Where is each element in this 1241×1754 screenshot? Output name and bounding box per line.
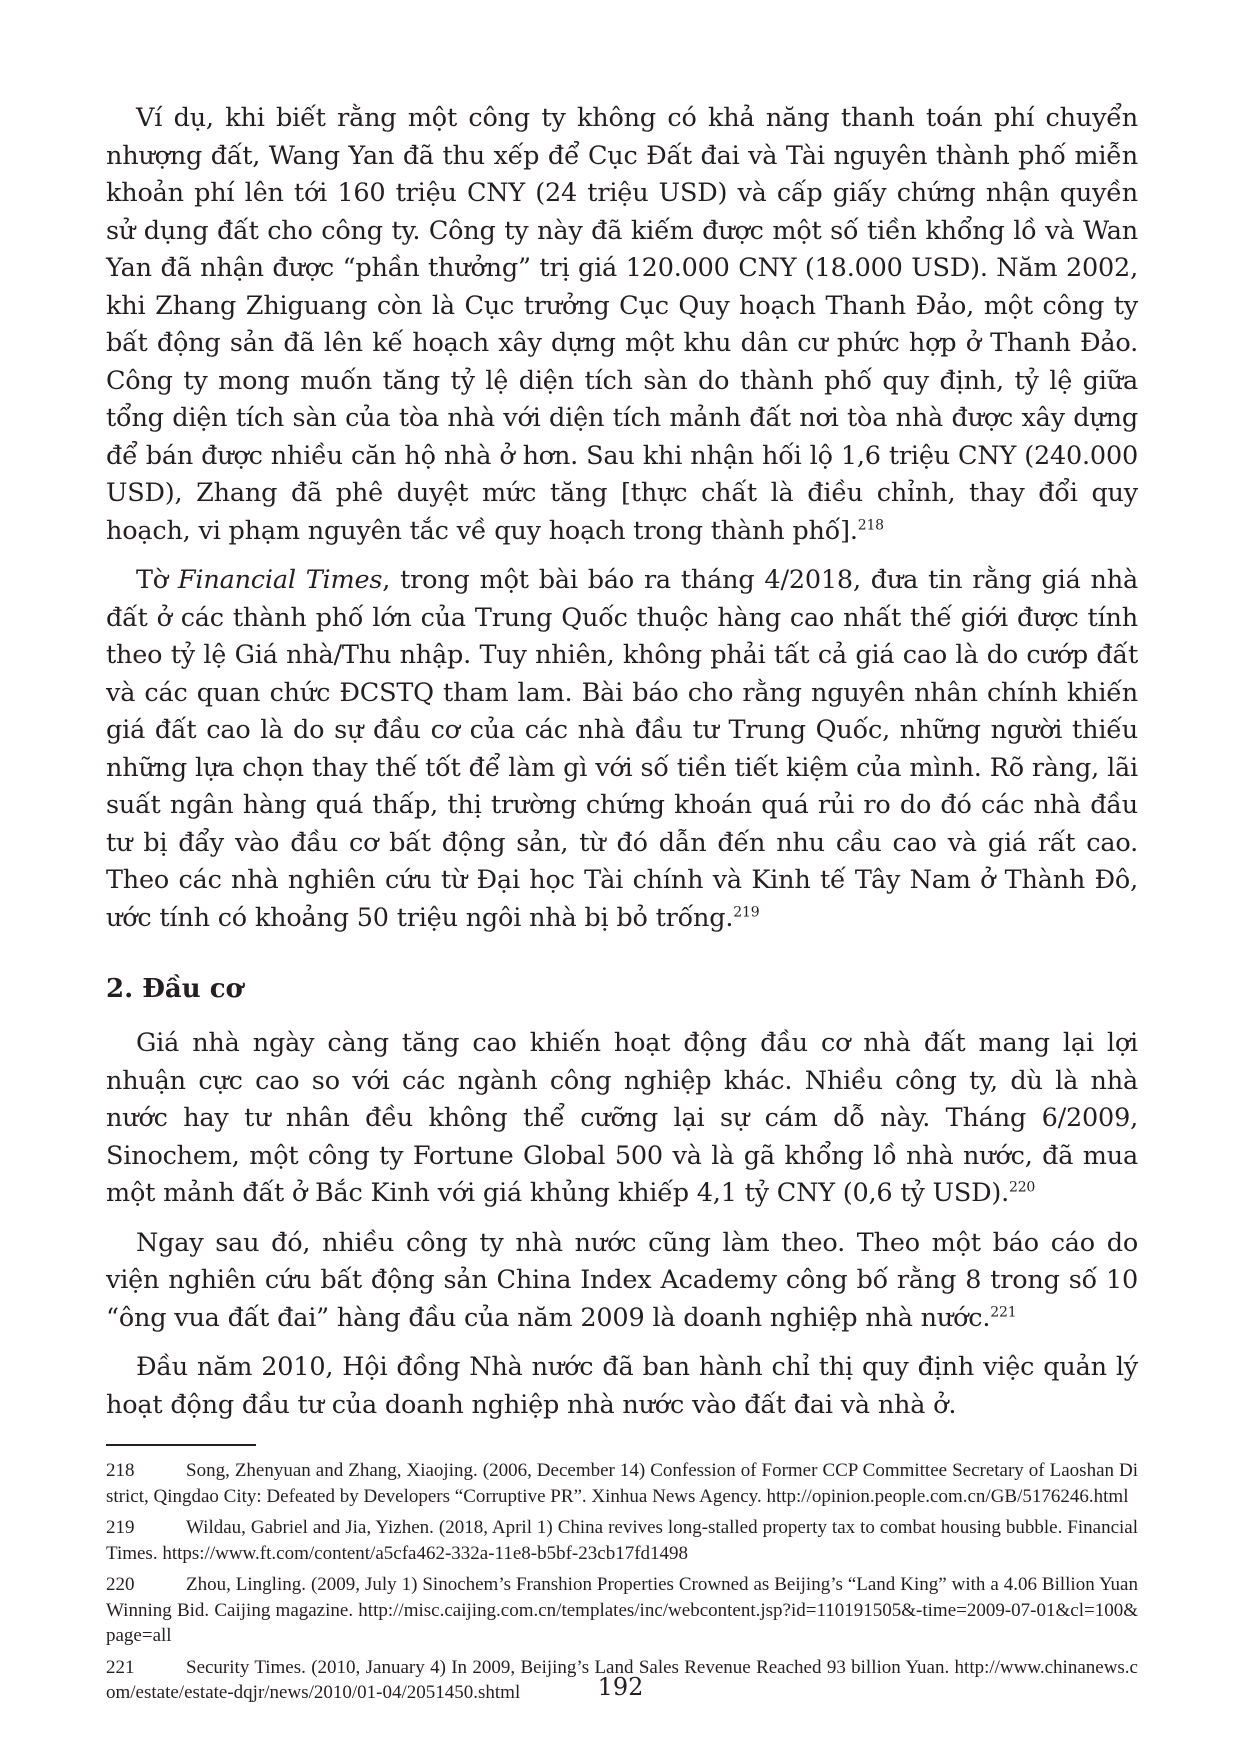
footnote-text: Song, Zhenyuan and Zhang, Xiaojing. (2006, December 14) Confession of Former CCP Committee Secretary of Laoshan District, Qingdao City: Defeated by Developers “Corruptive PR”. Xinhua News Agency. http://opinion.people.com.cn/GB/5176246.html (106, 1460, 1138, 1507)
footnote-219 (106, 1515, 1138, 1566)
paragraph-wang-yan (106, 100, 1138, 550)
footnote-number: 220 (106, 1574, 135, 1595)
page-number: 192 (597, 1673, 644, 1701)
footnote-ref[interactable]: 221 (990, 1304, 1017, 1320)
footnotes (106, 1458, 1138, 1706)
paragraph-text: Ví dụ, khi biết rằng một công ty không có khả năng thanh toán phí chuyển nhượng đất, Wang Yan đã thu xếp để Cục Đất đai và Tài nguyên thành phố miễn khoản phí lên tới 160 triệu CNY (24 triệu USD) và cấp giấy chứng nhận quyền sử dụng đất cho công ty. Công ty này đã kiếm được một số tiền khổng lồ và Wan Yan đã nhận được “phần thưởng” trị giá 120.000 CNY (18.000 USD). Năm 2002, khi Zhang Zhiguang còn là Cục trưởng Cục Quy hoạch Thanh Đảo, một công ty bất động sản đã lên kế hoạch xây dựng một khu dân cư phức hợp ở Thanh Đảo. Công ty mong muốn tăng tỷ lệ diện tích sàn do thành phố quy định, tỷ lệ giữa tổng diện tích sàn của tòa nhà với diện tích mảnh đất nơi tòa nhà được xây dựng để bán được nhiều căn hộ nhà ở hơn. Sau khi nhận hối lộ 1,6 triệu CNY (240.000 USD), Zhang đã phê duyệt mức tăng [thực chất là điều chỉnh, thay đổi quy hoạch, vi phạm nguyên tắc về quy hoạch trong thành phố]. (106, 103, 1138, 546)
footnote-ref[interactable]: 219 (733, 904, 760, 920)
paragraph-text: Tờ (136, 565, 178, 595)
paragraph-state-council (106, 1349, 1138, 1424)
footnote-218 (106, 1458, 1138, 1509)
paragraph-financial-times (106, 562, 1138, 937)
footnote-ref[interactable]: 220 (1008, 1179, 1036, 1196)
footnote-text: Security Times. (2010, January 4) In 2009, Beijing’s Land Sales Revenue Reached 93 billion Yuan. http://www.chinanews.com/estate/estate-dqjr/news/2010/01-04/2051450.shtml (106, 1656, 1138, 1703)
footnote-number: 221 (106, 1656, 135, 1678)
paragraph-text: Ngay sau đó, nhiều công ty nhà nước cũng làm theo. Theo một báo cáo do viện nghiên cứu bất động sản China Index Academy công bố rằng 8 trong số 10 “ông vua đất đai” hàng đầu của năm 2009 là doanh nghiệp nhà nước. (106, 1227, 1138, 1333)
footnote-number: 219 (106, 1517, 135, 1538)
footnote-text: Wildau, Gabriel and Jia, Yizhen. (2018, April 1) China revives long-stalled property tax to combat housing bubble. Financial Times. https://www.ft.com/content/a5cfa462-332a-11e8-b5bf-23cb17fd1498 (106, 1517, 1138, 1564)
paragraph-text: Đầu năm 2010, Hội đồng Nhà nước đã ban hành chỉ thị quy định việc quản lý hoạt động đầu tư của doanh nghiệp nhà nước vào đất đai và nhà ở. (106, 1352, 1138, 1420)
footnote-text: Zhou, Lingling. (2009, July 1) Sinochem’s Franshion Properties Crowned as Beijing’s “Land King” with a 4.06 Billion Yuan Winning Bid. Caijing magazine. http://misc.caijing.com.cn/templates/inc/webcontent.jsp?id=110191505&-time=2009-07-01&cl=100&page=all (106, 1574, 1138, 1646)
footnote-divider (106, 1444, 256, 1446)
publication-name: Financial Times (177, 565, 383, 595)
paragraph-land-kings (106, 1225, 1138, 1338)
paragraph-text: , trong một bài báo ra tháng 4/2018, đưa tin rằng giá nhà đất ở các thành phố lớn của Trung Quốc thuộc hàng cao nhất thế giới được tính theo tỷ lệ Giá nhà/Thu nhập. Tuy nhiên, không phải tất cả giá cao là do cướp đất và các quan chức ĐCSTQ tham lam. Bài báo cho rằng nguyên nhân chính khiến giá đất cao là do sự đầu cơ của các nhà đầu tư Trung Quốc, những người thiếu những lựa chọn thay thế tốt để làm gì với số tiền tiết kiệm của mình. Rõ ràng, lãi suất ngân hàng quá thấp, thị trường chứng khoán quá rủi ro do đó các nhà đầu tư bị đẩy vào đầu cơ bất động sản, từ đó dẫn đến nhu cầu cao và giá rất cao. Theo các nhà nghiên cứu từ Đại học Tài chính và Kinh tế Tây Nam ở Thành Đô, ước tính có khoảng 50 triệu ngôi nhà bị bỏ trống. (106, 565, 1138, 933)
section-heading: 2. Đầu cơ (106, 974, 243, 1004)
paragraph-sinochem (106, 1025, 1138, 1213)
footnote-ref[interactable]: 218 (857, 517, 884, 533)
paragraph-text: Giá nhà ngày càng tăng cao khiến hoạt động đầu cơ nhà đất mang lại lợi nhuận cực cao so với các ngành công nghiệp khác. Nhiều công ty, dù là nhà nước hay tư nhân đều không thể cưỡng lại sự cám dỗ này. Tháng 6/2009, Sinochem, một công ty Fortune Global 500 và là gã khổng lồ nhà nước, đã mua một mảnh đất ở Bắc Kinh với giá khủng khiếp 4,1 tỷ CNY (0,6 tỷ USD). (106, 1028, 1138, 1208)
footnote-220 (106, 1572, 1138, 1649)
footnote-number: 218 (106, 1460, 135, 1481)
page-body (106, 100, 1138, 1712)
